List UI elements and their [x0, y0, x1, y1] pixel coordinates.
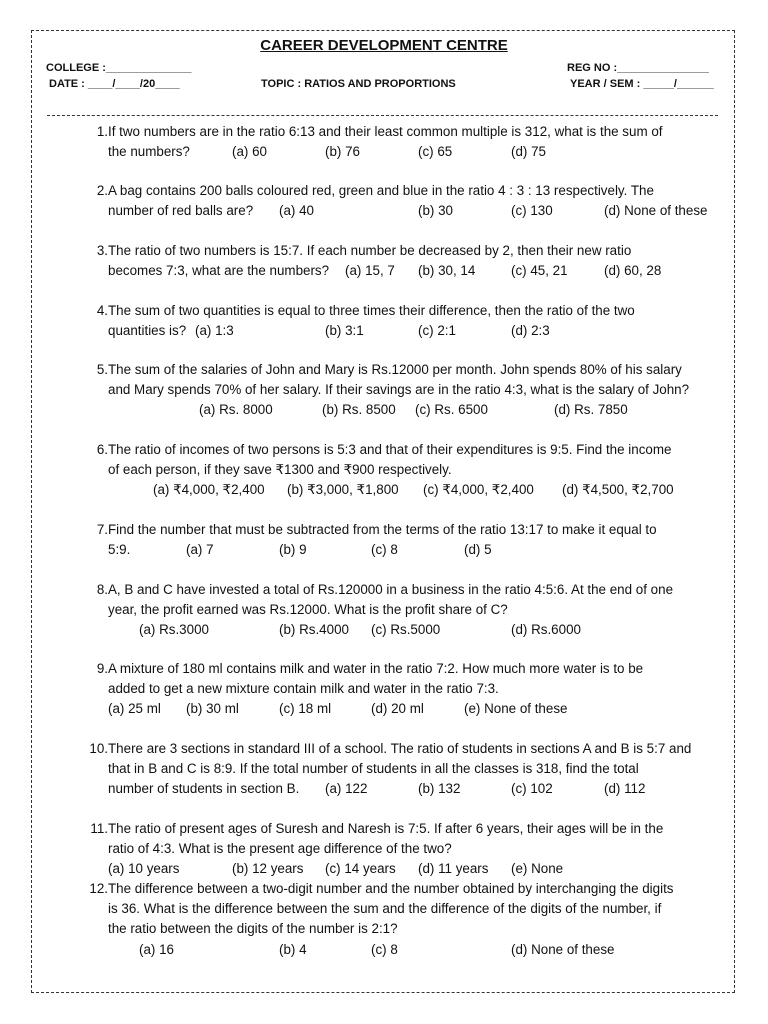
question-body — [108, 659, 732, 720]
answer-option: (d) 60, 28 — [604, 263, 662, 279]
question-text: is 36. What is the difference between the sum and the difference of the digits of the number, if — [108, 901, 662, 917]
question-text: The ratio of incomes of two persons is 5:3 and that of their expenditures is 9:5. Find the income — [108, 442, 672, 457]
question-number: 3. — [96, 243, 108, 258]
question-line — [108, 879, 732, 899]
answer-option: (e) None of these — [464, 701, 568, 717]
question-line — [108, 321, 732, 341]
question-line — [108, 659, 732, 679]
answer-option: (c) 130 — [511, 203, 553, 219]
question-line — [108, 899, 732, 919]
question-text: that in B and C is 8:9. If the total number of students in all the classes is 318, find the total — [108, 761, 639, 777]
question-number: 10. — [89, 741, 108, 756]
answer-option: (a) 122 — [325, 781, 368, 797]
answer-option: (b) Rs. 8500 — [322, 402, 396, 418]
answer-option: (c) Rs.5000 — [371, 622, 441, 638]
question-body — [108, 440, 732, 501]
question-line — [108, 679, 732, 699]
question-text: The sum of the salaries of John and Mary is Rs.12000 per month. John spends 80% of his salary — [108, 362, 682, 377]
answer-option: (a) 15, 7 — [345, 263, 395, 279]
answer-option: (c) Rs. 6500 — [415, 402, 488, 418]
question-text: A bag contains 200 balls coloured red, green and blue in the ratio 4 : 3 : 13 respectively. The — [108, 183, 654, 198]
question-line — [108, 839, 732, 859]
question-text: The sum of two quantities is equal to three times their difference, then the ratio of the two — [108, 303, 635, 318]
answer-option: (a) ₹4,000, ₹2,400 — [153, 482, 265, 498]
question-number: 4. — [96, 303, 108, 318]
question-line — [108, 440, 732, 460]
question-text: becomes 7:3, what are the numbers? — [108, 263, 330, 279]
answer-option: (d) 11 years — [418, 861, 489, 877]
question-text: 5:9. — [108, 542, 131, 558]
question-line — [108, 859, 732, 879]
question-text: A mixture of 180 ml contains milk and water in the ratio 7:2. How much more water is to be — [108, 661, 644, 676]
answer-option: (c) ₹4,000, ₹2,400 — [423, 482, 534, 498]
question-line — [108, 201, 732, 221]
question-line — [108, 819, 732, 839]
answer-option: (a) 25 ml — [108, 701, 161, 717]
question-line — [108, 699, 732, 719]
answer-option: (a) 1:3 — [195, 323, 234, 339]
question-line — [108, 600, 732, 620]
question-line — [108, 480, 732, 500]
question-text: ratio of 4:3. What is the present age difference of the two? — [108, 841, 452, 857]
answer-option: (e) None — [511, 861, 564, 877]
question-body — [108, 301, 732, 341]
answer-option: (c) 8 — [371, 941, 398, 957]
answer-option: (b) Rs.4000 — [279, 622, 349, 638]
answer-option: (c) 8 — [371, 542, 398, 558]
answer-option: (d) None of these — [511, 941, 615, 957]
question-line — [108, 759, 732, 779]
topic-label: TOPIC : RATIOS AND PROPORTIONS — [261, 78, 456, 90]
question-line — [108, 241, 732, 261]
question-body — [108, 879, 732, 960]
question-number: 8. — [96, 582, 108, 597]
answer-option: (c) 65 — [418, 144, 453, 160]
answer-option: (b) 3:1 — [325, 323, 364, 339]
question-line — [108, 380, 732, 400]
question-line — [108, 142, 732, 162]
answer-option: (b) 12 years — [232, 861, 304, 877]
question-text: the ratio between the digits of the number is 2:1? — [108, 921, 398, 937]
question-body — [108, 241, 732, 281]
college-field: COLLEGE :______________ — [46, 62, 192, 74]
question-text: year, the profit earned was Rs.12000. What is the profit share of C? — [108, 602, 508, 618]
question-line — [108, 580, 732, 600]
question-line — [108, 181, 732, 201]
question-text: The ratio of present ages of Suresh and Naresh is 7:5. If after 6 years, their ages will be in the — [108, 821, 664, 836]
page-title — [0, 37, 768, 54]
question-line — [108, 739, 732, 759]
question-text: If two numbers are in the ratio 6:13 and their least common multiple is 312, what is the sum of — [108, 124, 663, 139]
answer-option: (b) ₹3,000, ₹1,800 — [287, 482, 399, 498]
question-text: the numbers? — [108, 144, 190, 160]
question-number: 1. — [96, 124, 108, 139]
question-number: 7. — [96, 522, 108, 537]
question-text: The ratio of two numbers is 15:7. If each number be decreased by 2, then their new ratio — [108, 243, 632, 258]
answer-option: (b) 76 — [325, 144, 360, 160]
answer-option: (c) 2:1 — [418, 323, 456, 339]
answer-option: (d) None of these — [604, 203, 708, 219]
answer-option: (b) 30 ml — [186, 701, 239, 717]
answer-option: (b) 9 — [279, 542, 307, 558]
question-text: added to get a new mixture contain milk and water in the ratio 7:3. — [108, 681, 499, 697]
question-line — [108, 779, 732, 799]
answer-option: (d) 2:3 — [511, 323, 550, 339]
answer-option: (a) 7 — [186, 542, 214, 558]
answer-option: (a) 10 years — [108, 861, 180, 877]
answer-option: (d) Rs. 7850 — [554, 402, 628, 418]
answer-option: (c) 14 years — [325, 861, 396, 877]
question-line — [108, 400, 732, 420]
answer-option: (b) 30 — [418, 203, 453, 219]
answer-option: (a) Rs.3000 — [139, 622, 209, 638]
question-body — [108, 819, 732, 880]
question-text: and Mary spends 70% of her salary. If their savings are in the ratio 4:3, what is the salary of John? — [108, 382, 690, 398]
title-text: CAREER DEVELOPMENT CENTRE — [260, 37, 508, 54]
answer-option: (a) 16 — [139, 941, 174, 957]
answer-option: (d) ₹4,500, ₹2,700 — [562, 482, 674, 498]
question-line — [108, 301, 732, 321]
question-text: There are 3 sections in standard III of a school. The ratio of students in sections A and B is 5:7 and — [108, 741, 692, 756]
answer-option: (b) 132 — [418, 781, 461, 797]
header-divider — [47, 115, 718, 116]
question-text: quantities is? — [108, 323, 187, 339]
question-body — [108, 360, 732, 421]
question-text: The difference between a two-digit number and the number obtained by interchanging the digits — [108, 881, 674, 896]
question-line — [108, 940, 732, 960]
reg-no-field: REG NO :_______________ — [567, 62, 709, 74]
answer-option: (a) 40 — [279, 203, 314, 219]
question-text: number of students in section B. — [108, 781, 300, 797]
answer-option: (c) 45, 21 — [511, 263, 568, 279]
answer-option: (a) 60 — [232, 144, 267, 160]
question-body — [108, 739, 732, 800]
answer-option: (a) Rs. 8000 — [199, 402, 273, 418]
answer-option: (d) 112 — [604, 781, 646, 797]
question-body — [108, 122, 732, 162]
question-line — [108, 360, 732, 380]
answer-option: (c) 18 ml — [279, 701, 332, 717]
question-text: number of red balls are? — [108, 203, 254, 219]
answer-option: (c) 102 — [511, 781, 553, 797]
question-body — [108, 520, 732, 560]
question-line — [108, 620, 732, 640]
question-text: of each person, if they save ₹1300 and ₹900 respectively. — [108, 462, 452, 478]
question-line — [108, 460, 732, 480]
question-number: 11. — [90, 821, 108, 836]
answer-option: (d) 75 — [511, 144, 546, 160]
answer-option: (d) 5 — [464, 542, 492, 558]
year-sem-field: YEAR / SEM : _____/______ — [570, 78, 714, 90]
question-text: Find the number that must be subtracted from the terms of the ratio 13:17 to make it equal to — [108, 522, 657, 537]
answer-option: (b) 4 — [279, 941, 307, 957]
question-line — [108, 540, 732, 560]
question-number: 9. — [96, 661, 108, 676]
answer-option: (d) Rs.6000 — [511, 622, 581, 638]
question-body — [108, 181, 732, 221]
question-number: 6. — [96, 442, 108, 457]
answer-option: (d) 20 ml — [371, 701, 424, 717]
question-line — [108, 261, 732, 281]
question-line — [108, 520, 732, 540]
answer-option: (b) 30, 14 — [418, 263, 476, 279]
date-field: DATE : ____/____/20____ — [49, 78, 180, 90]
question-number: 2. — [96, 183, 108, 198]
question-line — [108, 919, 732, 939]
question-number: 5. — [96, 362, 108, 377]
question-body — [108, 580, 732, 641]
question-line — [108, 122, 732, 142]
question-number: 12. — [89, 881, 108, 896]
question-text: A, B and C have invested a total of Rs.120000 in a business in the ratio 4:5:6. At the end of one — [108, 582, 674, 597]
